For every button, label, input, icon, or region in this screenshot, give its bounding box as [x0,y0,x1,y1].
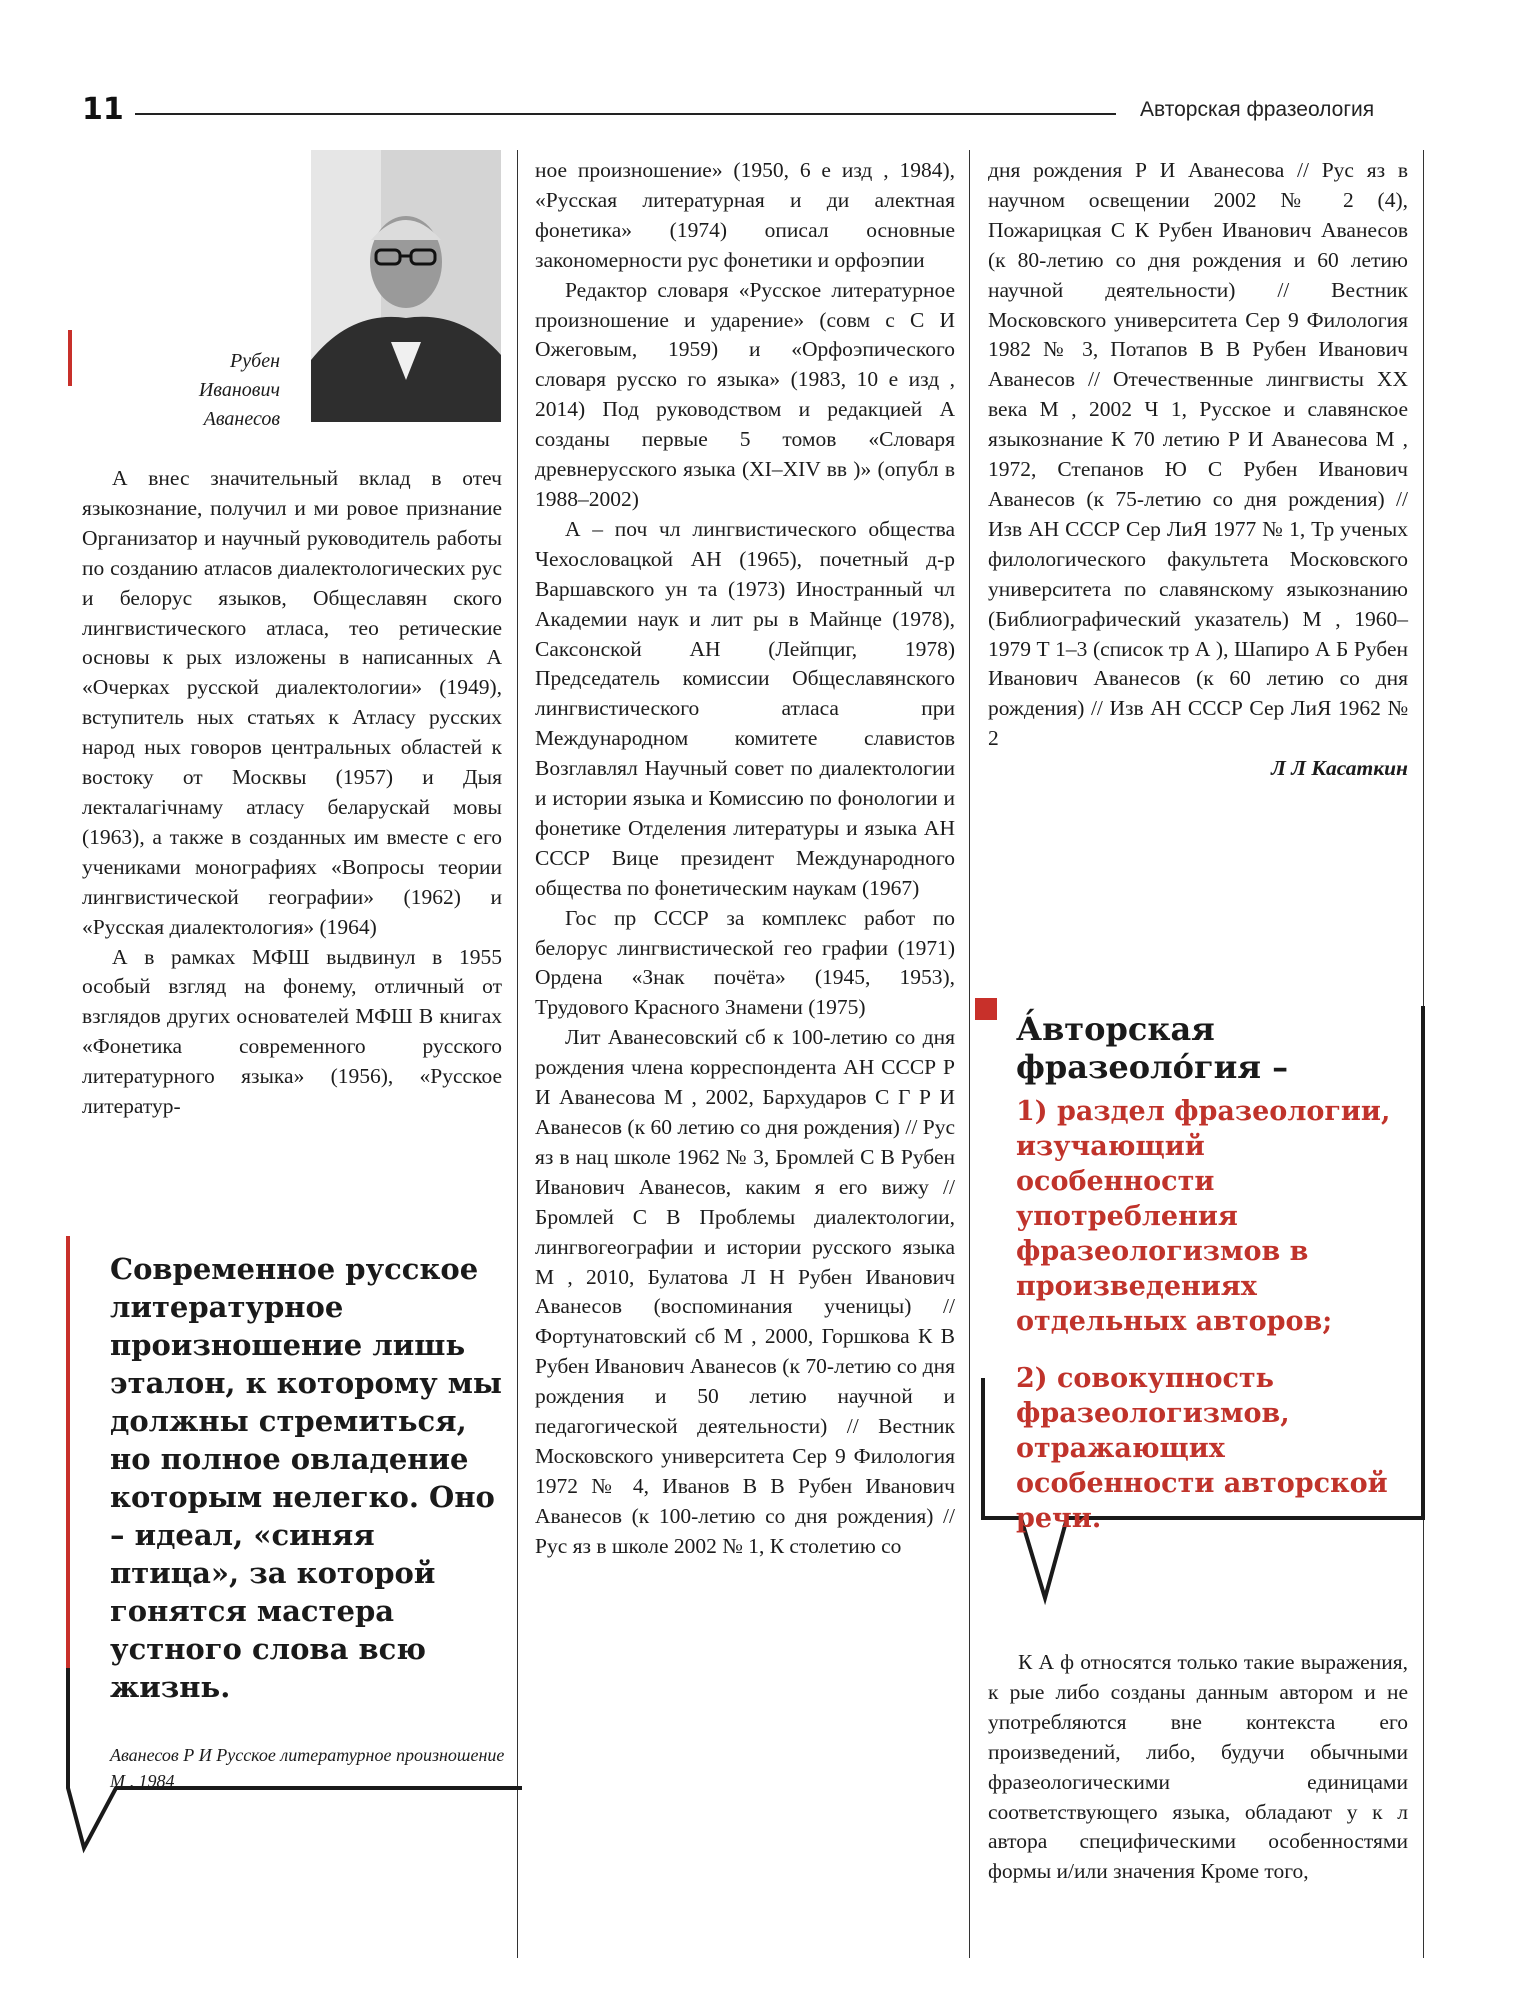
portrait-figure [311,150,501,422]
definition-sense-1: 1) раздел фразеологии, изучающий особенности употребления фразеологизмов в произведениях отдельных авторов; [1016,1096,1391,1337]
paragraph: К А ф относятся только такие выражения, к рые либо созданы данным автором и не употребляются вне контекста его произведений, либо, будучи обычными фразеологическими единицами соответствующего языка, обладают у к л автора специфическими особенностями формы и/или значения Кроме того, [988,1650,1408,1884]
photo-caption: Рубен Иванович Аванесов [198,350,280,430]
definition-term: А́вторская фразеоло́гия – [1016,1010,1289,1086]
paragraph: Лит Аванесовский сб к 100-летию со дня рождения члена корреспондента АН СССР Р И Аванесова М , 2002, Бархударов С Г Р И Аванесов (к 60 летию со дня рождения) // Рус яз в нац школе 1962 № 3, Бромлей С В Рубен Иванович Аванесов, каким я его вижу // Бромлей С В Проблемы диалектологии, лингвогеографии и истории русского языка М , 2010, Булатова Л Н Рубен Иванович Аванесов (воспоминания ученицы) // Фортунатовский сб М , 2000, Горшкова К В Рубен Иванович Аванесов (к 70-летию со дня рождения и 50 летию научной и педагогической деятельности) // Вестник Московского университета Сер 9 Филология 1972 № 4, Иванов В В Рубен Иванович Аванесов (к 100-летию со дня рождения) // Рус яз в школе 2002 № 1, К столетию со [535,1025,955,1558]
paragraph: Редактор словаря «Русское литературное произношение и ударение» (совм с С И Ожеговым, 1959) и «Орфоэпического словаря русско го языка» (1983, 10 е изд , 2014) Под руководством и редакцией А созданы первые 5 томов «Словаря древнерусского языка (XI–XIV вв )» (опубл в 1988–2002) [535,277,955,511]
column-2-text [535,156,955,1562]
paragraph: А внес значительный вклад в отеч языкознание, получил и ми ровое признание Организатор и научный руководитель работы по созданию атласов диалектологических рус и белорус языков, Общеславян ского лингвистического атласа, тео ретические основы к рых изложены в написанных А «Очерках русской диалектологии» (1949), вступитель ных статьях к Атласу русских народ ных говоров центральных областей к востоку от Москвы (1957) и Дыя лекталагічнаму атласу беларускай мовы (1963), а также в созданных им вместе с его учениками монографиях «Вопросы теории лингвистической географии» (1962) и «Русская диалектология» (1964) [82,466,502,939]
column-3-text [988,156,1408,784]
portrait-photo [311,150,501,422]
paragraph: дня рождения Р И Аванесова // Рус яз в научном освещении 2002 № 2 (4), Пожарицкая С К Рубен Иванович Аванесов (к 80-летию со дня рождения и 60 летию научной деятельности) // Вестник Московского университета Сер 9 Филология 1982 № 3, Потапов В В Рубен Иванович Аванесов // Отечественные лингвисты XX века М , 2002 Ч 1, Русское и славянское языкознание К 70 летию Р И Аванесова М , 1972, Степанов Ю С Рубен Иванович Аванесов (к 75-летию со дня рождения) // Изв АН СССР Сер ЛиЯ 1977 № 1, Тр ученых филологического факультета Московского университета по славянскому языкознанию (Библиографический указатель) М , 1960–1979 Т 1–3 (список тр А ), Шапиро А Б Рубен Иванович Аванесов (к 60 летию со дня рождения) // Изв АН СССР Сер ЛиЯ 1962 № 2 [988,158,1408,751]
header-rule [135,113,1116,115]
definition-sense-2: 2) совокупность фразеологизмов, отражающих особенности авторской речи. [1016,1363,1388,1534]
column-1-text [82,464,502,1122]
column-3-body [988,1648,1408,1887]
definition-box [1016,1010,1406,1536]
pull-quote: Современное русское литературное произношение лишь эталон, к которому мы должны стремиться, но полное овладение которым нелегко. Оно – идеал, «синяя птица», за которой гонятся мастера устного слова всю жизнь. [110,1252,502,1704]
paragraph: А – поч чл лингвистического общества Чехословацкой АН (1965), почетный д-р Варшавского ун та (1973) Иностранный чл Академии наук и лит ры в Майнце (1978), Саксонской АН (Лейпциг, 1978) Председатель комиссии Общеславянского лингвистического атласа при Международном комитете славистов Возглавлял Научный совет по диалектологии и истории языка и Комиссию по фонологии и фонетике Отделения литературы и языка АН СССР Вице президент Международного общества по фонетическим наукам (1967) [535,516,955,900]
page-number: 11 [82,92,124,127]
red-side-mark [68,330,72,386]
running-title: Авторская фразеология [1140,98,1375,121]
paragraph: ное произношение» (1950, 6 е изд , 1984), «Русская литературная и ди алектная фонетика» (1974) описал основные закономерности рус фонетики и орфоэпии [535,158,955,272]
paragraph: А в рамках МФШ выдвинул в 1955 особый взгляд на фонему, отличный от взглядов других основателей МФШ В книгах «Фонетика современного русского литературного языка» (1956), «Русское литератур- [82,944,502,1119]
author-signature: Л Л Касаткин [1271,756,1408,781]
paragraph: Гос пр СССР за комплекс работ по белорус лингвистической гео графии (1971) Ордена «Знак почёта» (1945, 1953), Трудового Красного Знамени (1975) [535,905,955,1020]
column-rule-2 [969,150,970,1958]
quote-source: Аванесов Р И Русское литературное произношение М , 1984 [110,1745,505,1791]
